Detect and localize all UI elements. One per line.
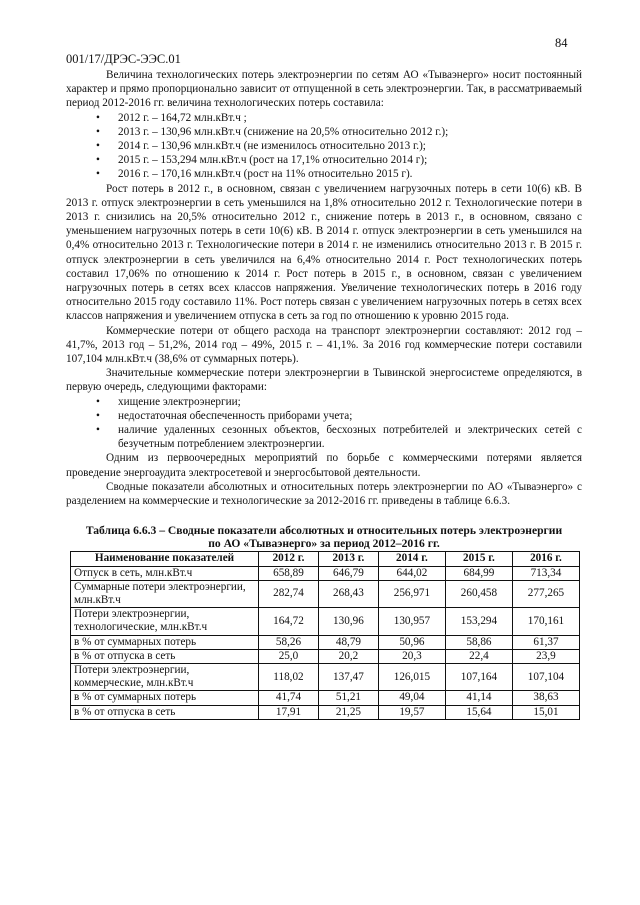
value-cell: 137,47 (318, 663, 378, 690)
factor-list (66, 395, 582, 452)
row-label: Отпуск в сеть, млн.кВт.ч (71, 566, 259, 580)
value-cell: 51,21 (318, 691, 378, 705)
table-caption (66, 524, 582, 550)
loss-item: • 2012 г. – 164,72 млн.кВт.ч ; (96, 111, 582, 125)
value-cell: 15,01 (512, 705, 579, 719)
value-cell: 277,265 (512, 580, 579, 607)
document-body (66, 68, 582, 720)
row-label: в % от отпуска в сеть (71, 705, 259, 719)
header-cell: 2016 г. (512, 552, 579, 566)
value-cell: 646,79 (318, 566, 378, 580)
value-cell: 20,2 (318, 649, 378, 663)
table-row (71, 635, 580, 649)
table-row (71, 663, 580, 690)
header-cell: Наименование показателей (71, 552, 259, 566)
value-cell: 17,91 (259, 705, 319, 719)
value-cell: 256,971 (378, 580, 445, 607)
value-cell: 713,34 (512, 566, 579, 580)
row-label: Суммарные потери электроэнергии, млн.кВт.ч (71, 580, 259, 607)
table-row (71, 566, 580, 580)
value-cell: 118,02 (259, 663, 319, 690)
factor-item: • наличие удаленных сезонных объектов, бесхозных потребителей и электрических сетей с безучетным потреблением электроэнергии. (96, 423, 582, 451)
table-header-row (71, 552, 580, 566)
value-cell: 25,0 (259, 649, 319, 663)
header-cell: 2015 г. (445, 552, 512, 566)
value-cell: 19,57 (378, 705, 445, 719)
table-row (71, 691, 580, 705)
value-cell: 107,104 (512, 663, 579, 690)
value-cell: 20,3 (378, 649, 445, 663)
row-label: в % от суммарных потерь (71, 691, 259, 705)
value-cell: 48,79 (318, 635, 378, 649)
value-cell: 49,04 (378, 691, 445, 705)
commercial-paragraph: Коммерческие потери от общего расхода на транспорт электроэнергии составляют: 2012 год – 41,7%, 2013 год – 51,2%, 2014 год – 49%, 2015 г. – 41,1%. За 2016 год коммерческие потери составили 107,104 млн.кВт.ч (38,6% от суммарных потерь). (66, 324, 582, 366)
value-cell: 107,164 (445, 663, 512, 690)
row-label: Потери электроэнергии, технологические, млн.кВт.ч (71, 608, 259, 635)
value-cell: 41,14 (445, 691, 512, 705)
value-cell: 170,161 (512, 608, 579, 635)
value-cell: 21,25 (318, 705, 378, 719)
header-cell: 2014 г. (378, 552, 445, 566)
losses-table (70, 551, 580, 719)
value-cell: 153,294 (445, 608, 512, 635)
intro-paragraph: Величина технологических потерь электроэнергии по сетям АО «Тываэнерго» носит постоянный характер и прямо пропорционально зависит от отпущенной в сеть электроэнергии. Так, в рассматриваемый период 2012-2016 гг. величина технологических потерь составила: (66, 69, 582, 110)
row-label: Потери электроэнергии, коммерческие, млн.кВт.ч (71, 663, 259, 690)
value-cell: 268,43 (318, 580, 378, 607)
table-row (71, 705, 580, 719)
value-cell: 23,9 (512, 649, 579, 663)
row-label: в % от суммарных потерь (71, 635, 259, 649)
growth-paragraph: Рост потерь в 2012 г., в основном, связан с увеличением нагрузочных потерь в сети 10(6) кВ. В 2013 г. отпуск электроэнергии в сеть уменьшился на 1,8% относительно 2012 г. Технологические потери в 2013 г. снизились на 20,5% относительно 2012 г., снижение потерь в 2013 г., в основном, связано с уменьшением нагрузочных потерь в сети 10(6) кВ. В 2014 г. отпуск электроэнергии в сеть уменьшился на 0,4% относительно 2013 г. Технологические потери в 2014 г. не изменились относительно 2013 г. В 2015 г. отпуск электроэнергии в сеть увеличился на 6,4% относительно 2014 г. Рост технологических потерь составил 17,06% по отношению к 2014 г. Рост потерь в 2015 г., в основном, связан с увеличением нагрузочных потерь в сетях всех классов напряжения. Увеличение технологических потерь в 2016 году относительно 2015 году составило 11%. Рост потерь связан с увеличением нагрузочных потерь в сетях всех классов напряжения и увеличением отпуска в сеть за год по отношению к уровню 2015 года. (66, 182, 582, 323)
value-cell: 50,96 (378, 635, 445, 649)
value-cell: 41,74 (259, 691, 319, 705)
table-row (71, 580, 580, 607)
value-cell: 164,72 (259, 608, 319, 635)
loss-item: • 2013 г. – 130,96 млн.кВт.ч (снижение на 20,5% относительно 2012 г.); (96, 125, 582, 139)
value-cell: 658,89 (259, 566, 319, 580)
factor-item: • хищение электроэнергии; (96, 395, 582, 409)
loss-item: • 2015 г. – 153,294 млн.кВт.ч (рост на 17,1% относительно 2014 г); (96, 153, 582, 167)
value-cell: 58,26 (259, 635, 319, 649)
factor-item: • недостаточная обеспеченность приборами учета; (96, 409, 582, 423)
value-cell: 126,015 (378, 663, 445, 690)
value-cell: 15,64 (445, 705, 512, 719)
loss-list (66, 111, 582, 182)
header-cell: 2012 г. (259, 552, 319, 566)
table-caption-line: Таблица 6.6.3 – Сводные показатели абсолютных и относительных потерь электроэнергии (85, 524, 563, 538)
value-cell: 61,37 (512, 635, 579, 649)
value-cell: 130,957 (378, 608, 445, 635)
value-cell: 130,96 (318, 608, 378, 635)
document-code: 001/17/ДРЭС-ЭЭС.01 (66, 52, 181, 66)
value-cell: 38,63 (512, 691, 579, 705)
value-cell: 644,02 (378, 566, 445, 580)
summary-paragraph: Сводные показатели абсолютных и относительных потерь электроэнергии по АО «Тываэнерго» с разделением на коммерческие и технологические за 2012-2016 гг. приведены в таблице 6.6.3. (66, 480, 582, 508)
measures-paragraph: Одним из первоочередных мероприятий по борьбе с коммерческими потерями является проведение энергоаудита электросетевой и энергосбытовой деятельности. (66, 452, 582, 479)
value-cell: 282,74 (259, 580, 319, 607)
page-number: 84 (555, 36, 568, 50)
value-cell: 260,458 (445, 580, 512, 607)
value-cell: 684,99 (445, 566, 512, 580)
value-cell: 22,4 (445, 649, 512, 663)
loss-item: • 2014 г. – 130,96 млн.кВт.ч (не изменилось относительно 2013 г.); (96, 139, 582, 153)
table-row (71, 608, 580, 635)
loss-item: • 2016 г. – 170,16 млн.кВт.ч (рост на 11% относительно 2015 г). (96, 167, 582, 181)
factors-paragraph: Значительные коммерческие потери электроэнергии в Тывинской энергосистеме определяются, в первую очередь, следующими факторами: (66, 367, 582, 394)
header-cell: 2013 г. (318, 552, 378, 566)
row-label: в % от отпуска в сеть (71, 649, 259, 663)
table-row (71, 649, 580, 663)
table-caption-line: по АО «Тываэнерго» за период 2012–2016 гг. (208, 537, 440, 551)
value-cell: 58,86 (445, 635, 512, 649)
